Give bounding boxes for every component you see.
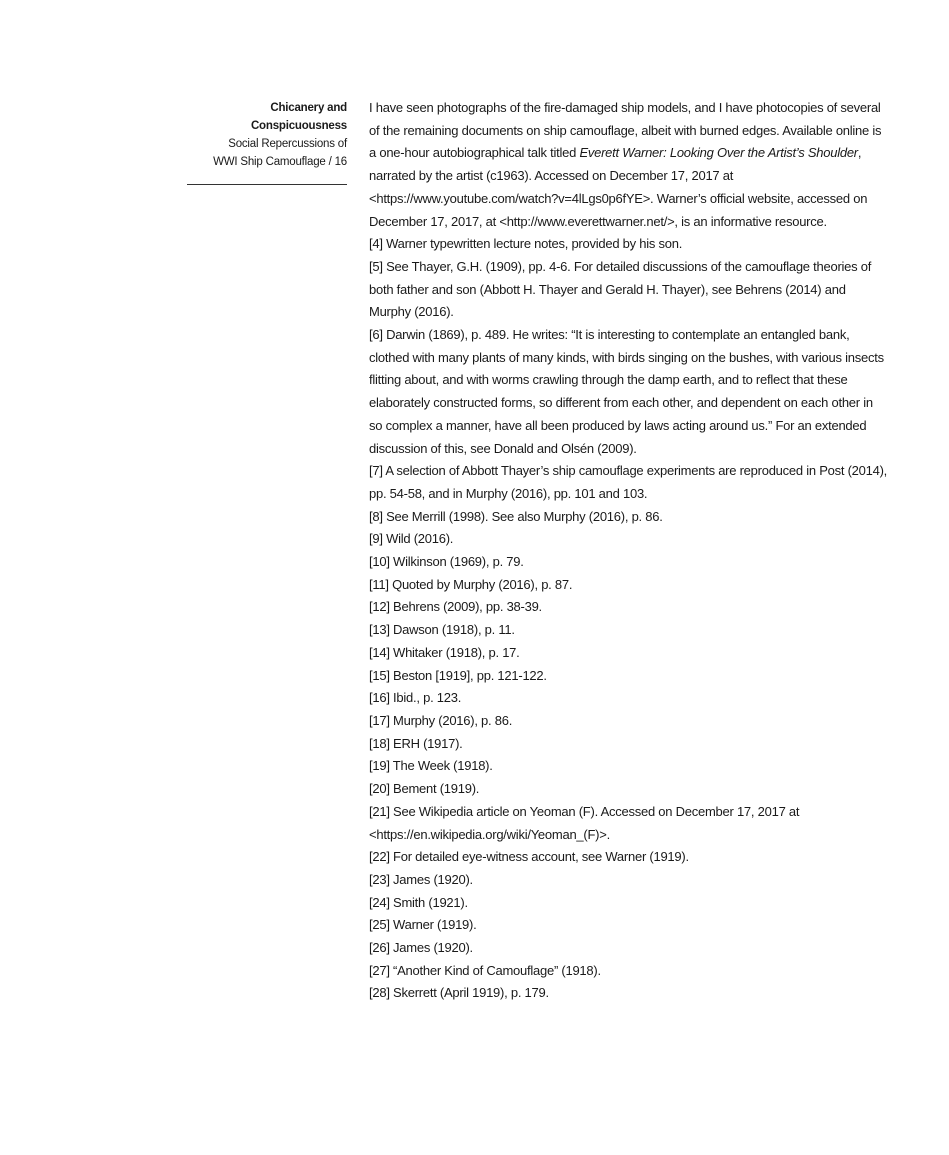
running-header: [187, 99, 347, 171]
endnote-intro-title: Everett Warner: Looking Over the Artist’s Shoulder: [579, 145, 858, 161]
endnote-25: [25] Warner (1919).: [369, 917, 477, 933]
endnote-26: [26] James (1920).: [369, 940, 473, 956]
endnote-4: [4] Warner typewritten lecture notes, provided by his son.: [369, 236, 683, 252]
running-subtitle-line1: Social Repercussions of: [228, 138, 347, 150]
endnote-15: [15] Beston [1919], pp. 121-122.: [369, 667, 547, 683]
endnote-22: [22] For detailed eye-witness account, see Warner (1919).: [369, 849, 689, 865]
endnote-14: [14] Whitaker (1918), p. 17.: [369, 644, 520, 660]
endnote-10: [10] Wilkinson (1969), p. 79.: [369, 554, 524, 570]
endnotes-list: [369, 97, 889, 1005]
running-subtitle-line2: WWI Ship Camouflage / 16: [213, 156, 347, 168]
endnote-intro-text-a: I have seen photographs of the fire-damaged ship models, and I have photocopies of several of the remaining documents on ship camouflage, albeit with burned edges. Available online is a one-hour autobiographical talk titled: [369, 100, 882, 161]
endnote-24: [24] Smith (1921).: [369, 894, 468, 910]
endnote-27: [27] “Another Kind of Camouflage” (1918).: [369, 962, 601, 978]
endnote-8: [8] See Merrill (1998). See also Murphy (2016), p. 86.: [369, 508, 663, 524]
header-divider: [187, 184, 347, 185]
endnote-7: [7] A selection of Abbott Thayer’s ship camouflage experiments are reproduced in Post (2014), pp. 54-58, and in Murphy (2016), pp. 101 and 103.: [369, 463, 888, 501]
endnote-23: [23] James (1920).: [369, 871, 473, 887]
endnote-5: [5] See Thayer, G.H. (1909), pp. 4-6. For detailed discussions of the camouflage theories of both father and son (Abbott H. Thayer and Gerald H. Thayer), see Behrens (2014) and Murphy (2016).: [369, 258, 872, 320]
endnote-13: [13] Dawson (1918), p. 11.: [369, 622, 515, 638]
endnote-19: [19] The Week (1918).: [369, 758, 493, 774]
endnote-28: [28] Skerrett (April 1919), p. 179.: [369, 985, 549, 1001]
endnote-6: [6] Darwin (1869), p. 489. He writes: “It is interesting to contemplate an entangled bank, clothed with many plants of many kinds, with birds singing on the bushes, with various insects flitting about, and with worms crawling through the damp earth, and to reflect that these elaborately constructed forms, so different from each other, and dependent on each other in so complex a manner, have all been produced by laws acting around us.” For an extended discussion of this, see Donald and Olsén (2009).: [369, 327, 884, 456]
endnote-17: [17] Murphy (2016), p. 86.: [369, 712, 513, 728]
endnote-21: [21] See Wikipedia article on Yeoman (F). Accessed on December 17, 2017 at <https://en.wikipedia.org/wiki/Yeoman_(F)>.: [369, 803, 800, 842]
endnote-intro: [369, 97, 889, 233]
endnote-18: [18] ERH (1917).: [369, 735, 463, 751]
endnote-intro-text-b: , narrated by the artist (c1963). Accessed on December 17, 2017 at <https://www.youtube.com/watch?v=4lLgs0p6fYE>. Warner’s official website, accessed on December 17, 2017, at <http://www.everettwarner.net/>, is an informative resource.: [369, 145, 868, 229]
endnote-12: [12] Behrens (2009), pp. 38-39.: [369, 599, 542, 615]
endnote-20: [20] Bement (1919).: [369, 781, 480, 797]
endnote-11: [11] Quoted by Murphy (2016), p. 87.: [369, 576, 573, 592]
endnote-9: [9] Wild (2016).: [369, 531, 454, 547]
endnote-16: [16] Ibid., p. 123.: [369, 690, 462, 706]
running-title-line2: Conspicuousness: [250, 120, 347, 132]
running-title-line1: Chicanery and: [270, 102, 347, 114]
